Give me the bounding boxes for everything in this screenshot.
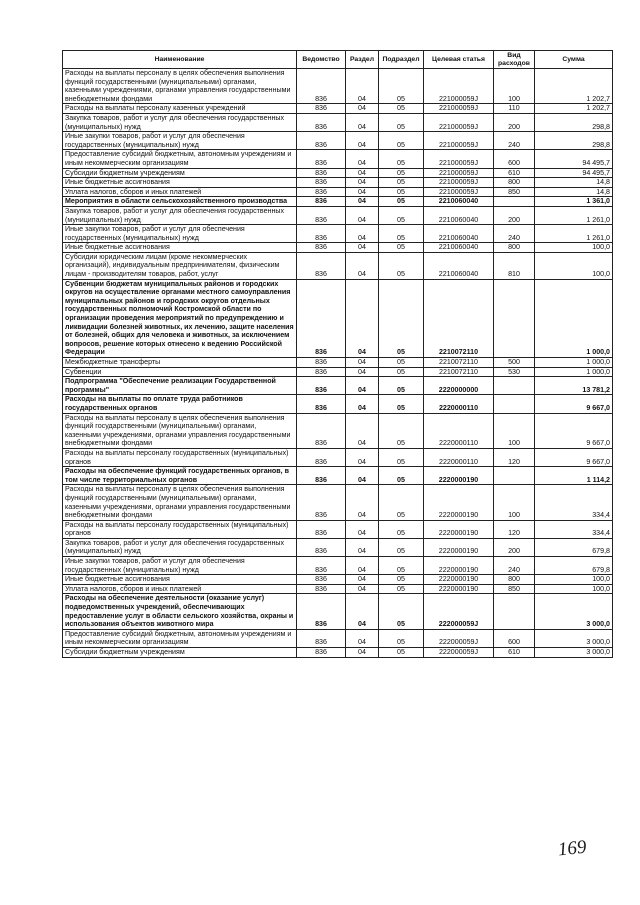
cell-podrazdel: 05	[379, 206, 424, 224]
table-row	[63, 279, 613, 357]
cell-vid-raskhodov: 610	[494, 168, 535, 178]
cell-podrazdel: 05	[379, 557, 424, 575]
cell-podrazdel: 05	[379, 168, 424, 178]
cell-summa: 9 667,0	[535, 413, 613, 448]
cell-celevaya-statya: 2220000110	[424, 395, 494, 413]
cell-name: Уплата налогов, сборов и иных платежей	[63, 584, 297, 594]
cell-name: Межбюджетные трансферты	[63, 358, 297, 368]
cell-podrazdel: 05	[379, 520, 424, 538]
cell-celevaya-statya: 2220000190	[424, 575, 494, 585]
cell-vid-raskhodov: 110	[494, 104, 535, 114]
cell-summa: 100,0	[535, 243, 613, 253]
cell-podrazdel: 05	[379, 367, 424, 377]
cell-vid-raskhodov: 240	[494, 132, 535, 150]
table-row	[63, 629, 613, 647]
cell-razdel: 04	[346, 252, 379, 279]
cell-razdel: 04	[346, 648, 379, 658]
col-header-name: Наименование	[63, 51, 297, 69]
cell-name: Расходы на выплаты персоналу государственных (муниципальных) органов	[63, 448, 297, 466]
cell-podrazdel: 05	[379, 225, 424, 243]
cell-vid-raskhodov: 100	[494, 413, 535, 448]
cell-razdel: 04	[346, 197, 379, 207]
cell-celevaya-statya: 2210072110	[424, 279, 494, 357]
cell-name: Закупка товаров, работ и услуг для обеспечения государственных (муниципальных) нужд	[63, 113, 297, 131]
cell-vid-raskhodov: 530	[494, 367, 535, 377]
cell-razdel: 04	[346, 520, 379, 538]
cell-name: Субвенции	[63, 367, 297, 377]
cell-razdel: 04	[346, 178, 379, 188]
cell-celevaya-statya: 221000059J	[424, 113, 494, 131]
cell-razdel: 04	[346, 113, 379, 131]
cell-vedomstvo: 836	[297, 206, 346, 224]
cell-podrazdel: 05	[379, 538, 424, 556]
cell-podrazdel: 05	[379, 413, 424, 448]
table-row	[63, 413, 613, 448]
table-row	[63, 520, 613, 538]
cell-celevaya-statya: 2210072110	[424, 367, 494, 377]
cell-vid-raskhodov: 800	[494, 178, 535, 188]
budget-table	[62, 50, 613, 658]
table-row	[63, 557, 613, 575]
cell-vid-raskhodov: 200	[494, 113, 535, 131]
cell-vid-raskhodov: 600	[494, 629, 535, 647]
cell-vedomstvo: 836	[297, 243, 346, 253]
cell-podrazdel: 05	[379, 69, 424, 104]
cell-celevaya-statya: 2210060040	[424, 252, 494, 279]
cell-name: Иные закупки товаров, работ и услуг для обеспечения государственных (муниципальных) нужд	[63, 225, 297, 243]
page-number: 169	[556, 836, 588, 861]
table-row	[63, 243, 613, 253]
cell-podrazdel: 05	[379, 467, 424, 485]
cell-celevaya-statya: 221000059J	[424, 132, 494, 150]
cell-vedomstvo: 836	[297, 132, 346, 150]
cell-summa: 298,8	[535, 113, 613, 131]
cell-razdel: 04	[346, 485, 379, 520]
table-row	[63, 113, 613, 131]
cell-podrazdel: 05	[379, 584, 424, 594]
cell-celevaya-statya: 221000059J	[424, 168, 494, 178]
table-row	[63, 377, 613, 395]
table-row	[63, 69, 613, 104]
cell-name: Предоставление субсидий бюджетным, автономным учреждениям и иным некоммерческим организациям	[63, 150, 297, 168]
cell-summa: 100,0	[535, 584, 613, 594]
cell-vedomstvo: 836	[297, 575, 346, 585]
table-row	[63, 485, 613, 520]
cell-name: Расходы на выплаты персоналу казенных учреждений	[63, 104, 297, 114]
table-row	[63, 367, 613, 377]
cell-summa: 1 202,7	[535, 104, 613, 114]
cell-razdel: 04	[346, 377, 379, 395]
cell-celevaya-statya: 222000059J	[424, 594, 494, 629]
cell-razdel: 04	[346, 150, 379, 168]
table-row	[63, 252, 613, 279]
cell-summa: 1 000,0	[535, 358, 613, 368]
cell-name: Иные бюджетные ассигнования	[63, 178, 297, 188]
table-row	[63, 197, 613, 207]
cell-vid-raskhodov: 200	[494, 538, 535, 556]
cell-summa: 1 261,0	[535, 206, 613, 224]
cell-vid-raskhodov: 200	[494, 206, 535, 224]
cell-celevaya-statya: 221000059J	[424, 69, 494, 104]
cell-vid-raskhodov: 240	[494, 557, 535, 575]
cell-podrazdel: 05	[379, 279, 424, 357]
cell-summa: 9 667,0	[535, 448, 613, 466]
table-row	[63, 178, 613, 188]
cell-podrazdel: 05	[379, 377, 424, 395]
cell-razdel: 04	[346, 594, 379, 629]
cell-celevaya-statya: 221000059J	[424, 150, 494, 168]
table-row	[63, 225, 613, 243]
cell-name: Расходы на обеспечение деятельности (оказание услуг) подведомственных учреждений, обеспечивающих предоставление услуг в области сельского хозяйства, охраны и использования объектов животного мира	[63, 594, 297, 629]
cell-name: Закупка товаров, работ и услуг для обеспечения государственных (муниципальных) нужд	[63, 206, 297, 224]
cell-razdel: 04	[346, 243, 379, 253]
budget-sheet	[62, 50, 612, 658]
cell-summa: 100,0	[535, 252, 613, 279]
cell-summa: 3 000,0	[535, 629, 613, 647]
cell-vid-raskhodov: 120	[494, 448, 535, 466]
table-row	[63, 206, 613, 224]
cell-vedomstvo: 836	[297, 467, 346, 485]
cell-name: Иные закупки товаров, работ и услуг для обеспечения государственных (муниципальных) нужд	[63, 132, 297, 150]
cell-razdel: 04	[346, 557, 379, 575]
cell-summa: 1 361,0	[535, 197, 613, 207]
cell-name: Закупка товаров, работ и услуг для обеспечения государственных (муниципальных) нужд	[63, 538, 297, 556]
cell-vedomstvo: 836	[297, 358, 346, 368]
cell-razdel: 04	[346, 584, 379, 594]
cell-summa: 679,8	[535, 538, 613, 556]
cell-razdel: 04	[346, 467, 379, 485]
table-row	[63, 104, 613, 114]
cell-vid-raskhodov	[494, 467, 535, 485]
cell-razdel: 04	[346, 104, 379, 114]
table-row	[63, 448, 613, 466]
cell-summa: 14,8	[535, 178, 613, 188]
cell-celevaya-statya: 2220000110	[424, 413, 494, 448]
cell-name: Субсидии бюджетным учреждениям	[63, 648, 297, 658]
cell-celevaya-statya: 222000059J	[424, 648, 494, 658]
table-row	[63, 594, 613, 629]
cell-vedomstvo: 836	[297, 69, 346, 104]
cell-vedomstvo: 836	[297, 377, 346, 395]
cell-vedomstvo: 836	[297, 113, 346, 131]
cell-summa: 94 495,7	[535, 150, 613, 168]
cell-vedomstvo: 836	[297, 367, 346, 377]
cell-vedomstvo: 836	[297, 413, 346, 448]
cell-name: Расходы на выплаты персоналу государственных (муниципальных) органов	[63, 520, 297, 538]
cell-vid-raskhodov: 100	[494, 485, 535, 520]
cell-summa: 334,4	[535, 520, 613, 538]
cell-razdel: 04	[346, 413, 379, 448]
cell-celevaya-statya: 2220000110	[424, 448, 494, 466]
cell-razdel: 04	[346, 367, 379, 377]
cell-podrazdel: 05	[379, 629, 424, 647]
table-row	[63, 187, 613, 197]
cell-name: Подпрограмма "Обеспечение реализации Государственной программы"	[63, 377, 297, 395]
cell-summa: 1 114,2	[535, 467, 613, 485]
cell-podrazdel: 05	[379, 243, 424, 253]
cell-celevaya-statya: 221000059J	[424, 104, 494, 114]
cell-celevaya-statya: 2210072110	[424, 358, 494, 368]
col-header-summa: Сумма	[535, 51, 613, 69]
cell-summa: 298,8	[535, 132, 613, 150]
cell-vedomstvo: 836	[297, 187, 346, 197]
cell-celevaya-statya: 2220000190	[424, 520, 494, 538]
cell-name: Иные закупки товаров, работ и услуг для обеспечения государственных (муниципальных) нужд	[63, 557, 297, 575]
cell-celevaya-statya: 2220000000	[424, 377, 494, 395]
cell-podrazdel: 05	[379, 448, 424, 466]
cell-name: Расходы на выплаты персоналу в целях обеспечения выполнения функций государственными (муниципальными) органами, казенными учреждениями, органами управления государственными внебюджетными фондами	[63, 69, 297, 104]
cell-celevaya-statya: 2220000190	[424, 485, 494, 520]
cell-summa: 1 202,7	[535, 69, 613, 104]
cell-name: Расходы на выплаты персоналу в целях обеспечения выполнения функций государственными (муниципальными) органами, казенными учреждениями, органами управления государственными внебюджетными фондами	[63, 485, 297, 520]
cell-name: Расходы на выплаты персоналу в целях обеспечения выполнения функций государственными (муниципальными) органами, казенными учреждениями, органами управления государственными внебюджетными фондами	[63, 413, 297, 448]
cell-podrazdel: 05	[379, 104, 424, 114]
cell-summa: 3 000,0	[535, 594, 613, 629]
cell-razdel: 04	[346, 168, 379, 178]
cell-razdel: 04	[346, 279, 379, 357]
cell-podrazdel: 05	[379, 132, 424, 150]
cell-razdel: 04	[346, 448, 379, 466]
cell-vedomstvo: 836	[297, 395, 346, 413]
cell-name: Предоставление субсидий бюджетным, автономным учреждениям и иным некоммерческим организациям	[63, 629, 297, 647]
cell-podrazdel: 05	[379, 178, 424, 188]
cell-summa: 1 000,0	[535, 279, 613, 357]
table-row	[63, 132, 613, 150]
cell-podrazdel: 05	[379, 113, 424, 131]
cell-celevaya-statya: 221000059J	[424, 187, 494, 197]
cell-summa: 100,0	[535, 575, 613, 585]
cell-vedomstvo: 836	[297, 168, 346, 178]
cell-name: Расходы на выплаты по оплате труда работников государственных органов	[63, 395, 297, 413]
cell-vid-raskhodov	[494, 395, 535, 413]
cell-name: Субвенции бюджетам муниципальных районов и городских округов на осуществление органами местного самоуправления муниципальных районов и городских округов отдельных государственных полномочий Костромской области по организации проведения мероприятий по предупреждению и ликвидации болезней животных, их лечению, защите населения от болезней, общих для человека и животных, за исключением вопросов, решение которых отнесено к ведению Российской Федерации	[63, 279, 297, 357]
table-row	[63, 467, 613, 485]
cell-podrazdel: 05	[379, 395, 424, 413]
cell-name: Иные бюджетные ассигнования	[63, 243, 297, 253]
cell-vedomstvo: 836	[297, 104, 346, 114]
cell-vid-raskhodov: 240	[494, 225, 535, 243]
cell-summa: 334,4	[535, 485, 613, 520]
cell-razdel: 04	[346, 358, 379, 368]
cell-celevaya-statya: 222000059J	[424, 629, 494, 647]
cell-razdel: 04	[346, 187, 379, 197]
cell-vedomstvo: 836	[297, 538, 346, 556]
cell-podrazdel: 05	[379, 485, 424, 520]
cell-vedomstvo: 836	[297, 279, 346, 357]
cell-razdel: 04	[346, 575, 379, 585]
cell-vid-raskhodov: 850	[494, 187, 535, 197]
cell-vid-raskhodov: 800	[494, 243, 535, 253]
cell-vid-raskhodov: 600	[494, 150, 535, 168]
cell-name: Уплата налогов, сборов и иных платежей	[63, 187, 297, 197]
table-row	[63, 538, 613, 556]
cell-podrazdel: 05	[379, 575, 424, 585]
cell-vedomstvo: 836	[297, 648, 346, 658]
cell-vedomstvo: 836	[297, 594, 346, 629]
cell-podrazdel: 05	[379, 648, 424, 658]
cell-razdel: 04	[346, 69, 379, 104]
cell-summa: 94 495,7	[535, 168, 613, 178]
cell-vedomstvo: 836	[297, 629, 346, 647]
table-row	[63, 584, 613, 594]
cell-razdel: 04	[346, 225, 379, 243]
cell-vid-raskhodov: 610	[494, 648, 535, 658]
cell-summa: 3 000,0	[535, 648, 613, 658]
cell-celevaya-statya: 2210060040	[424, 243, 494, 253]
cell-vid-raskhodov	[494, 377, 535, 395]
cell-vedomstvo: 836	[297, 584, 346, 594]
cell-summa: 1 261,0	[535, 225, 613, 243]
cell-razdel: 04	[346, 538, 379, 556]
cell-summa: 9 667,0	[535, 395, 613, 413]
cell-vid-raskhodov: 810	[494, 252, 535, 279]
cell-name: Иные бюджетные ассигнования	[63, 575, 297, 585]
cell-vedomstvo: 836	[297, 485, 346, 520]
cell-name: Субсидии бюджетным учреждениям	[63, 168, 297, 178]
cell-razdel: 04	[346, 629, 379, 647]
cell-summa: 1 000,0	[535, 367, 613, 377]
col-header-celevaya-statya: Целевая статья	[424, 51, 494, 69]
cell-podrazdel: 05	[379, 358, 424, 368]
cell-vid-raskhodov	[494, 594, 535, 629]
cell-vedomstvo: 836	[297, 557, 346, 575]
cell-podrazdel: 05	[379, 252, 424, 279]
cell-summa: 13 781,2	[535, 377, 613, 395]
cell-summa: 679,8	[535, 557, 613, 575]
cell-vid-raskhodov: 120	[494, 520, 535, 538]
table-row	[63, 575, 613, 585]
cell-vid-raskhodov: 500	[494, 358, 535, 368]
table-body	[63, 69, 613, 658]
cell-summa: 14,8	[535, 187, 613, 197]
cell-celevaya-statya: 221000059J	[424, 178, 494, 188]
cell-celevaya-statya: 2210060040	[424, 225, 494, 243]
cell-podrazdel: 05	[379, 150, 424, 168]
cell-celevaya-statya: 2220000190	[424, 557, 494, 575]
col-header-vid-raskhodov: Вид расходов	[494, 51, 535, 69]
cell-razdel: 04	[346, 206, 379, 224]
cell-vid-raskhodov	[494, 197, 535, 207]
cell-celevaya-statya: 2220000190	[424, 538, 494, 556]
cell-name: Расходы на обеспечение функций государственных органов, в том числе территориальных органов	[63, 467, 297, 485]
cell-celevaya-statya: 2210060040	[424, 206, 494, 224]
col-header-vedomstvo: Ведомство	[297, 51, 346, 69]
cell-vid-raskhodov: 800	[494, 575, 535, 585]
col-header-razdel: Раздел	[346, 51, 379, 69]
col-header-podrazdel: Подраздел	[379, 51, 424, 69]
cell-podrazdel: 05	[379, 197, 424, 207]
table-row	[63, 150, 613, 168]
cell-vedomstvo: 836	[297, 225, 346, 243]
cell-vid-raskhodov	[494, 279, 535, 357]
header-row	[63, 51, 613, 69]
cell-celevaya-statya: 2210060040	[424, 197, 494, 207]
cell-celevaya-statya: 2220000190	[424, 584, 494, 594]
cell-name: Субсидии юридическим лицам (кроме некоммерческих организаций), индивидуальным предпринимателям, физическим лицам - производителям товаров, работ, услуг	[63, 252, 297, 279]
cell-vedomstvo: 836	[297, 252, 346, 279]
table-row	[63, 648, 613, 658]
cell-vedomstvo: 836	[297, 448, 346, 466]
cell-name: Мероприятия в области сельскохозяйственного производства	[63, 197, 297, 207]
table-row	[63, 358, 613, 368]
cell-vedomstvo: 836	[297, 197, 346, 207]
cell-podrazdel: 05	[379, 187, 424, 197]
cell-vedomstvo: 836	[297, 150, 346, 168]
table-row	[63, 168, 613, 178]
cell-podrazdel: 05	[379, 594, 424, 629]
table-row	[63, 395, 613, 413]
cell-vid-raskhodov: 100	[494, 69, 535, 104]
cell-vid-raskhodov: 850	[494, 584, 535, 594]
cell-celevaya-statya: 2220000190	[424, 467, 494, 485]
cell-vedomstvo: 836	[297, 520, 346, 538]
cell-razdel: 04	[346, 395, 379, 413]
cell-vedomstvo: 836	[297, 178, 346, 188]
cell-razdel: 04	[346, 132, 379, 150]
